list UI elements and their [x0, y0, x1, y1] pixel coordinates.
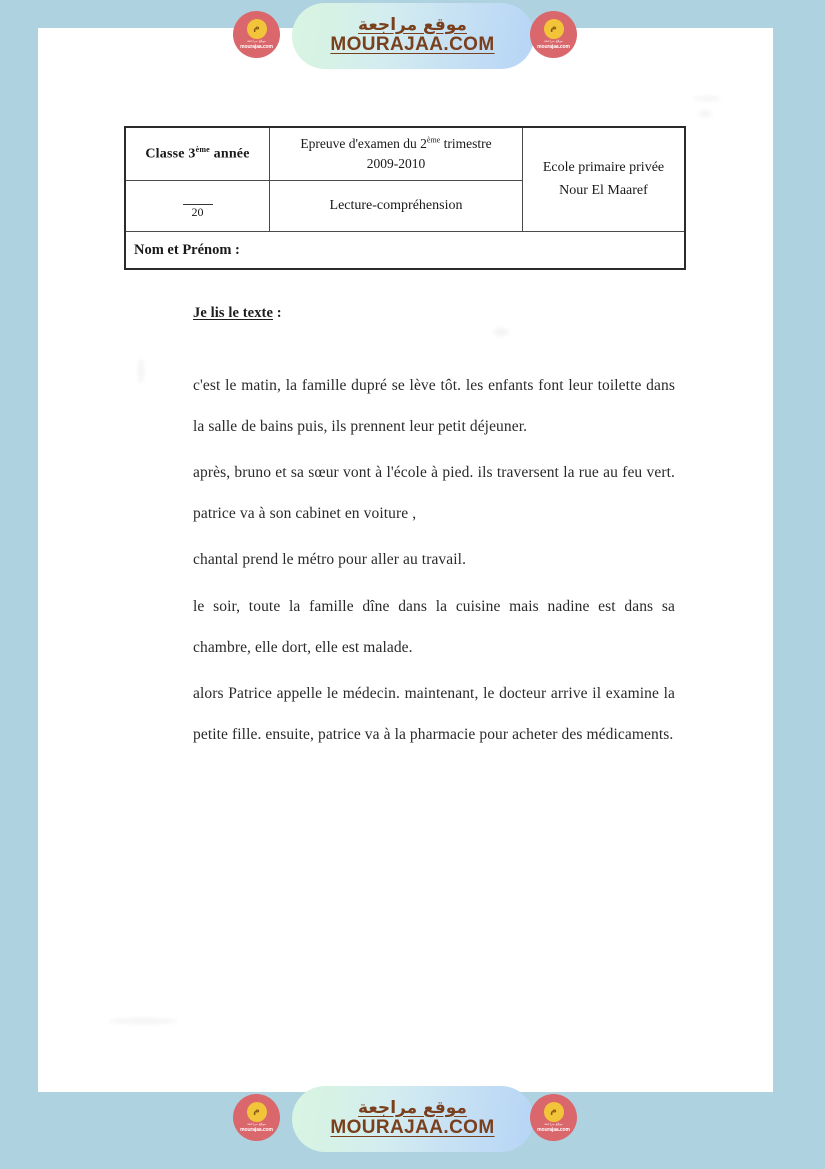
logo-url-caption: mourajaa.com	[537, 43, 570, 50]
logo-url-caption: mourajaa.com	[537, 1126, 570, 1133]
epreuve-cell	[270, 127, 523, 181]
ecole-line2: Nour El Maaref	[559, 182, 648, 198]
watermark-domain-text[interactable]: MOURAJAA.COM	[330, 1117, 495, 1139]
score-denominator: 20	[191, 204, 204, 219]
reading-heading-colon: :	[273, 305, 282, 321]
logo-arabic-caption: موقع مراجعة	[544, 38, 563, 43]
watermark-logo-right	[530, 1094, 577, 1141]
watermark-arabic-text: موقع مراجعة	[358, 14, 467, 35]
watermark-arabic-text: موقع مراجعة	[358, 1097, 467, 1118]
text-paragraph: le soir, toute la famille dîne dans la cuisine mais nadine est dans sa chambre, elle dort, elle est malade.	[193, 598, 675, 656]
logo-arabic-caption: موقع مراجعة	[544, 1121, 563, 1126]
scan-artifact	[698, 110, 712, 117]
logo-emblem-icon: م	[247, 1102, 267, 1122]
epreuve-line1-ordinal: ème	[426, 135, 441, 145]
logo-emblem-icon: م	[247, 19, 267, 39]
document-page	[38, 28, 773, 1092]
ecole-line1: Ecole primaire privée	[542, 160, 665, 176]
text-paragraph: chantal prend le métro pour aller au travail.	[193, 551, 467, 569]
logo-emblem-icon: م	[544, 1102, 564, 1122]
logo-emblem-icon: م	[544, 19, 564, 39]
epreuve-year: 2009-2010	[366, 156, 426, 171]
watermark-pill	[292, 1086, 534, 1152]
reading-heading-underlined: Je lis le texte	[193, 305, 274, 321]
table-row	[125, 232, 685, 270]
score-value-blank[interactable]	[183, 193, 213, 205]
epreuve-line1-prefix: Epreuve d'examen du 2	[300, 136, 427, 152]
watermark-banner-bottom	[0, 1083, 825, 1155]
score-fraction	[183, 193, 213, 218]
epreuve-line1-suffix: trimestre	[440, 136, 492, 152]
nom-prenom-cell[interactable]: Nom et Prénom :	[125, 232, 685, 270]
note-cell	[125, 181, 270, 232]
text-paragraph: alors Patrice appelle le médecin. maintenant, le docteur arrive il examine la petite fille. ensuite, patrice va à la pharmacie pour acheter des médicaments.	[193, 685, 675, 743]
scan-artifact	[693, 96, 721, 101]
ecole-cell	[523, 127, 686, 232]
scan-artifact	[138, 358, 144, 384]
logo-url-caption: mourajaa.com	[240, 43, 273, 50]
logo-url-caption: mourajaa.com	[240, 1126, 273, 1133]
reading-heading	[193, 305, 675, 322]
scan-artifact	[108, 1018, 178, 1024]
text-paragraph: après, bruno et sa sœur vont à l'école à pied. ils traversent la rue au feu vert. patrice va à son cabinet en voiture ,	[193, 464, 675, 522]
matiere-cell: Lecture-compréhension	[270, 181, 523, 232]
reading-comprehension-section	[193, 305, 675, 755]
text-paragraph: c'est le matin, la famille dupré se lève tôt. les enfants font leur toilette dans la salle de bains puis, ils prennent leur petit déjeuner.	[193, 377, 675, 435]
watermark-domain-text[interactable]: MOURAJAA.COM	[330, 34, 495, 56]
classe-suffix: année	[209, 146, 250, 162]
logo-arabic-caption: موقع مراجعة	[247, 38, 266, 43]
watermark-logo-left	[233, 1094, 280, 1141]
classe-prefix: Classe 3	[145, 146, 196, 162]
table-row	[125, 127, 685, 181]
exam-header-table	[124, 126, 686, 270]
classe-ordinal: ème	[195, 145, 210, 155]
classe-cell	[125, 127, 270, 181]
logo-arabic-caption: موقع مراجعة	[247, 1121, 266, 1126]
